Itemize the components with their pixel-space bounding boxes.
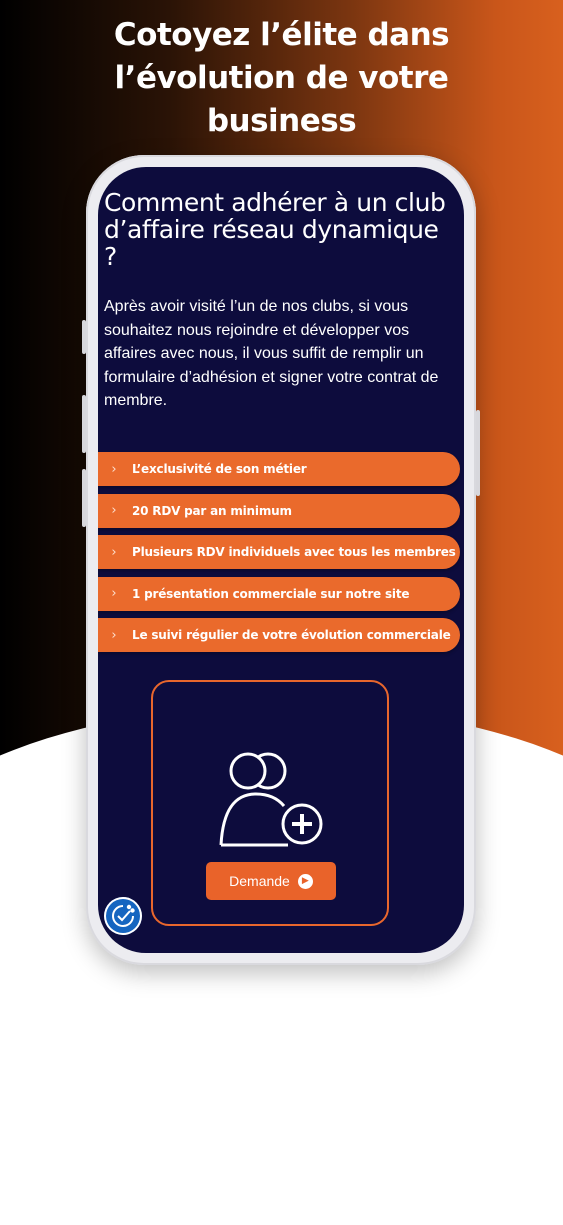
feature-item — [98, 618, 460, 652]
phone-side-button — [82, 320, 86, 354]
feature-label: 20 RDV par an minimum — [132, 503, 292, 518]
user-add-icon — [216, 748, 328, 858]
recaptcha-icon[interactable] — [104, 897, 142, 935]
hero-title — [0, 14, 563, 143]
feature-label: L’exclusivité de son métier — [132, 462, 307, 476]
feature-item — [98, 494, 460, 528]
hero-title-line: Cotoyez l’élite dans — [113, 17, 450, 53]
feature-item — [98, 452, 460, 486]
chevron-right-circle-icon: ▶ — [298, 874, 313, 889]
phone-mockup — [86, 155, 476, 965]
chevron-right-icon: › — [111, 503, 117, 518]
section-title: Comment adhérer à un club d’affaire réseau dynamique ? — [104, 188, 446, 271]
demande-button-label: Demande — [229, 873, 290, 889]
chevron-right-icon: › — [111, 461, 117, 477]
feature-label: Plusieurs RDV individuels avec tous les membres — [132, 545, 456, 559]
hero-title-line: l’évolution de votre — [114, 60, 449, 96]
feature-item — [98, 577, 460, 611]
feature-list — [98, 452, 460, 660]
chevron-right-icon: › — [111, 544, 117, 560]
chevron-right-icon: › — [111, 627, 117, 643]
phone-side-button — [82, 395, 86, 453]
chevron-right-icon: › — [111, 586, 117, 601]
hero-title-line: business — [206, 103, 357, 139]
feature-item — [98, 535, 460, 569]
section-paragraph: Après avoir visité l’un de nos clubs, si vous souhaitez nous rejoindre et développer vos affaires avec nous, il vous suffit de remplir un formulaire d’adhésion et signer votre contrat de membre. — [104, 298, 439, 410]
demande-button[interactable] — [206, 862, 336, 900]
phone-side-button — [82, 469, 86, 527]
phone-screen — [98, 167, 464, 953]
phone-side-button — [476, 410, 480, 496]
feature-label: 1 présentation commerciale sur notre site — [132, 586, 410, 601]
feature-label: Le suivi régulier de votre évolution commerciale — [132, 628, 451, 642]
membership-card — [151, 680, 389, 926]
